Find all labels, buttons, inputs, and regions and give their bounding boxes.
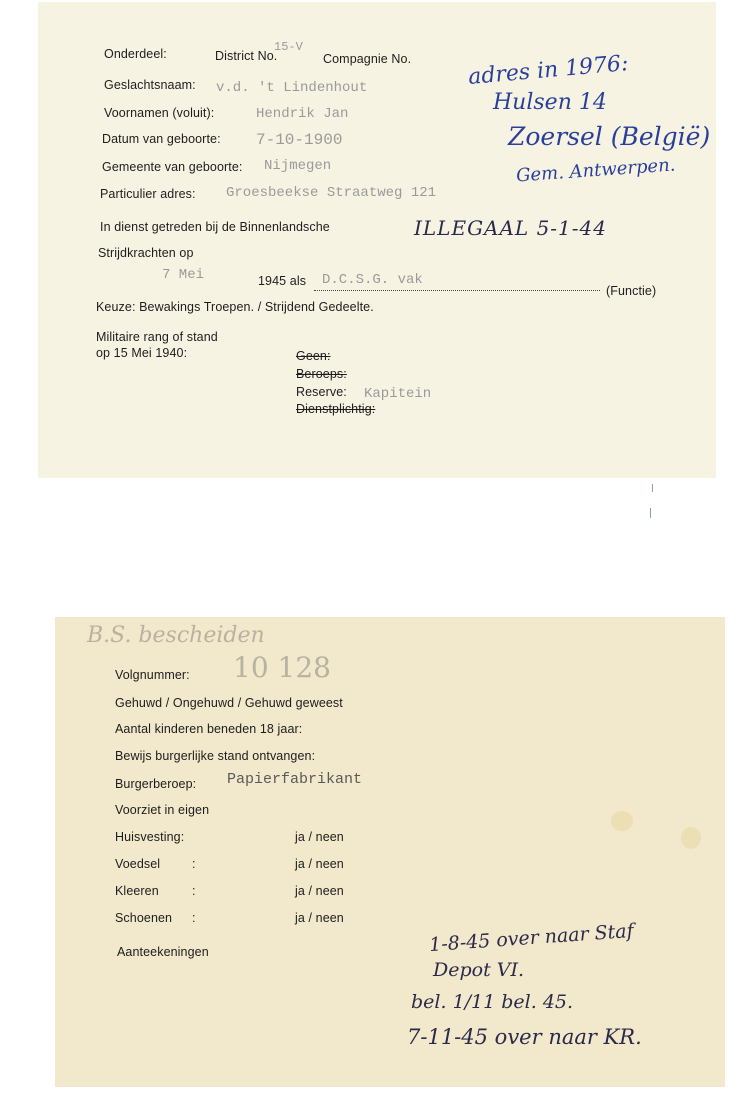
kleeren-colon: : <box>192 884 196 898</box>
voorziet-label: Voorziet in eigen <box>115 803 210 817</box>
kleeren-ja-neen: ja / neen <box>295 884 344 898</box>
schoenen-ja-neen: ja / neen <box>295 911 344 925</box>
aanteekeningen-label: Aanteekeningen <box>117 945 209 959</box>
jaar-als-label: 1945 als <box>258 274 307 288</box>
reserve-value: Kapitein <box>364 386 432 402</box>
reserve-label: Reserve: <box>296 385 347 399</box>
voedsel-label: Voedsel <box>115 857 161 871</box>
bewijs-label: Bewijs burgerlijke stand ontvangen: <box>115 749 316 763</box>
dienst-label-line1: In dienst getreden bij de Binnenlandsche <box>100 220 330 234</box>
paper-stain <box>611 811 633 831</box>
particulier-adres-value: Groesbeekse Straatweg 121 <box>226 185 437 201</box>
voornamen-value: Hendrik Jan <box>256 106 349 122</box>
note-line-2: Hulsen 14 <box>493 90 607 115</box>
gemeente-geboorte-label: Gemeente van geboorte: <box>102 160 243 174</box>
beroeps-label: Beroeps: <box>296 367 347 381</box>
geslachtsnaam-value: v.d. 't Lindenhout <box>216 80 368 96</box>
keuze-label: Keuze: Bewakings Troepen. / Strijdend Gedeelte. <box>96 300 374 314</box>
rang-label-line2: op 15 Mei 1940: <box>96 346 188 360</box>
registration-card-back <box>55 617 725 1087</box>
bs-bescheiden-header: B.S. bescheiden <box>87 623 265 648</box>
registration-card-front <box>38 2 716 478</box>
geslachtsnaam-label: Geslachtsnaam: <box>104 78 196 92</box>
voornamen-label: Voornamen (voluit): <box>104 106 215 120</box>
huisvesting-ja-neen: ja / neen <box>295 830 344 844</box>
district-value: 15-V <box>274 40 303 54</box>
compagnie-label: Compagnie No. <box>323 52 412 66</box>
functie-dotted-line <box>314 290 600 291</box>
note-line-3: Zoersel (België) <box>508 122 711 151</box>
kleeren-label: Kleeren <box>115 884 159 898</box>
dienstplichtig-label: Dienstplichtig: <box>296 402 376 416</box>
dienst-handwritten-date: ILLEGAAL 5-1-44 <box>414 216 607 240</box>
volgnummer-value: 10 128 <box>233 651 331 684</box>
schoenen-label: Schoenen <box>115 911 173 925</box>
datum-geboorte-value: 7-10-1900 <box>256 131 343 149</box>
volgnummer-label: Volgnummer: <box>115 668 190 682</box>
service-note-2: Depot VI. <box>433 959 525 981</box>
particulier-adres-label: Particulier adres: <box>100 187 196 201</box>
functie-label: (Functie) <box>606 284 657 298</box>
schoenen-colon: : <box>192 911 196 925</box>
gehuwd-label: Gehuwd / Ongehuwd / Gehuwd geweest <box>115 696 343 710</box>
geen-label: Geen: <box>296 349 331 363</box>
huisvesting-label: Huisvesting: <box>115 830 185 844</box>
rang-label-line1: Militaire rang of stand <box>96 330 218 344</box>
datum-geboorte-label: Datum van geboorte: <box>102 132 221 146</box>
voedsel-ja-neen: ja / neen <box>295 857 344 871</box>
note-line-4: Gem. Antwerpen. <box>515 154 677 187</box>
gemeente-geboorte-value: Nijmegen <box>264 158 332 174</box>
service-note-3: bel. 1/11 bel. 45. <box>411 991 574 1013</box>
dienst-date-value: 7 Mei <box>162 267 205 283</box>
onderdeel-label: Onderdeel: <box>104 47 167 61</box>
service-note-4: 7-11-45 over naar KR. <box>407 1025 642 1049</box>
note-line-1: adres in 1976: <box>467 51 630 90</box>
burgerberoep-value: Papierfabrikant <box>227 771 363 788</box>
voedsel-colon: : <box>192 857 196 871</box>
paper-stain <box>681 827 701 849</box>
service-note-1: 1-8-45 over naar Staf <box>428 919 635 957</box>
dienst-label-line2: Strijdkrachten op <box>98 246 194 260</box>
burgerberoep-label: Burgerberoep: <box>115 777 197 791</box>
functie-value: D.C.S.G. vak <box>322 272 423 288</box>
district-label: District No. <box>215 49 278 63</box>
scan-mark <box>652 484 653 492</box>
scan-mark <box>650 508 651 518</box>
kinderen-label: Aantal kinderen beneden 18 jaar: <box>115 722 303 736</box>
